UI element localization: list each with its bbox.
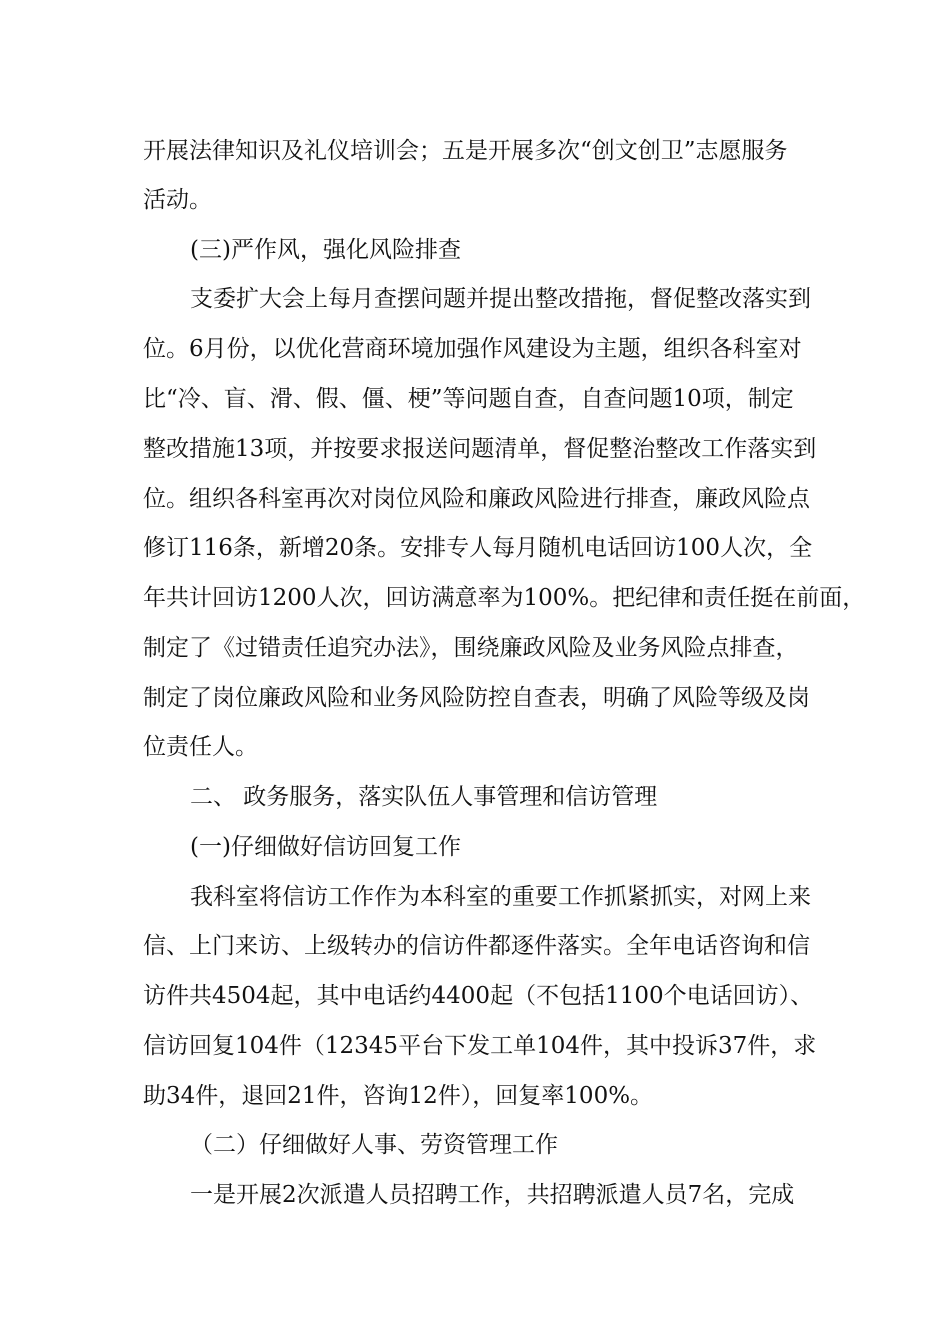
section-heading: 二、 政务服务，落实队伍人事管理和信访管理: [190, 784, 658, 810]
paragraph-line: 制定了岗位廉政风险和业务风险防控自查表，明确了风险等级及岗: [143, 685, 810, 711]
paragraph-line: 我科室将信访工作作为本科室的重要工作抓紧抓实，对网上来: [190, 884, 811, 910]
paragraph-line: 一是开展2次派遣人员招聘工作，共招聘派遣人员7名，完成: [190, 1182, 795, 1208]
paragraph-line: 信、上门来访、上级转办的信访件都逐件落实。全年电话咨询和信: [143, 933, 810, 959]
paragraph-line: 位责任人。: [143, 734, 258, 760]
paragraph-line: 位。6月份，以优化营商环境加强作风建设为主题，组织各科室对: [143, 336, 802, 362]
paragraph-line: 开展法律知识及礼仪培训会；五是开展多次“创文创卫”志愿服务: [143, 138, 788, 164]
paragraph-line: 修订116条，新增20条。安排专人每月随机电话回访100人次，全: [143, 535, 813, 561]
paragraph-line: 支委扩大会上每月查摆问题并提出整改措拖，督促整改落实到: [190, 286, 811, 312]
paragraph-line: 制定了《过错责任追究办法》，围绕廉政风险及业务风险点排查，: [143, 635, 799, 661]
paragraph-line: 比“冷、盲、滑、假、僵、梗”等问题自查，自查问题10项，制定: [143, 386, 794, 412]
paragraph-line: 位。组织各科室再次对岗位风险和廉政风险进行排查，廉政风险点: [143, 486, 810, 512]
paragraph-line: 活动。: [143, 187, 212, 213]
section-heading: (三)严作风，强化风险排查: [190, 237, 461, 263]
subsection-heading: (一)仔细做好信访回复工作: [190, 834, 461, 860]
paragraph-line: 整改措施13项，并按要求报送问题清单，督促整治整改工作落实到: [143, 436, 817, 462]
paragraph-line: 年共计回访1200人次，回访满意率为100%。把纪律和责任挺在前面，: [143, 585, 866, 611]
paragraph-line: 助34件，退回21件，咨询12件），回复率100%。: [143, 1083, 654, 1109]
paragraph-line: 信访回复104件（12345平台下发工单104件，其中投诉37件，求: [143, 1033, 817, 1059]
subsection-heading: （二）仔细做好人事、劳资管理工作: [190, 1132, 558, 1158]
paragraph-line: 访件共4504起，其中电话约4400起（不包括1100个电话回访）、: [143, 983, 814, 1009]
